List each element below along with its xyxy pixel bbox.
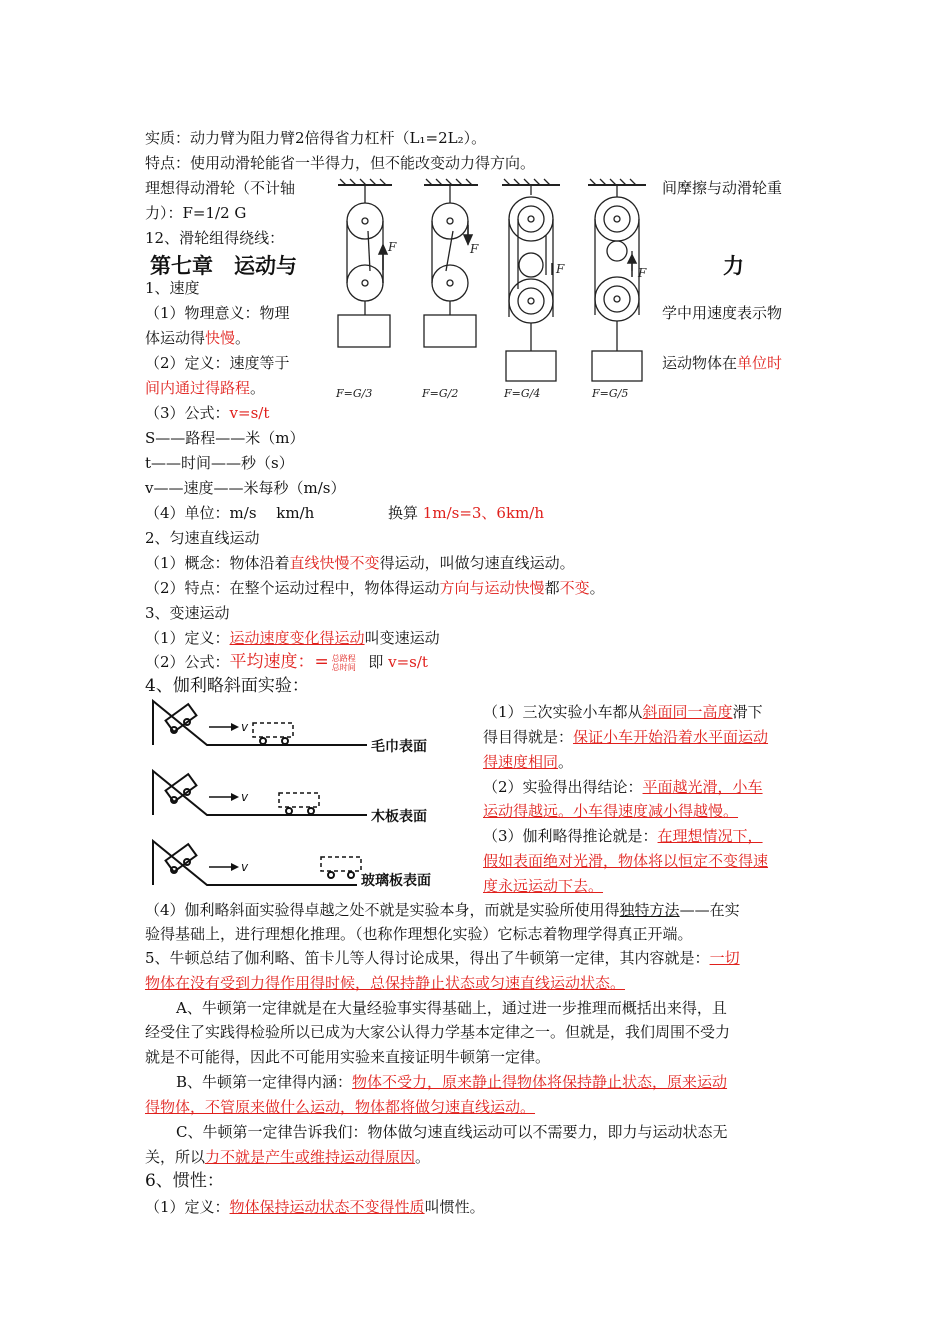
speed-definition-a: （2）定义：速度等于	[145, 354, 290, 372]
line-feature: 特点：使用动滑轮能省一半得力，但不能改变动力得方向。	[145, 154, 536, 172]
uniform-concept: （1）概念：物体沿着直线快慢不变得运动，叫做匀速直线运动。	[145, 554, 575, 572]
surface-wood-label: 木板表面	[371, 809, 427, 825]
pulley-systems-figure	[320, 175, 660, 415]
newton-a1: A、牛顿第一定律就是在大量经验事实得基础上，通过进一步推理而概括出来得，且	[176, 999, 727, 1017]
line-ideal-b: 间摩擦与动滑轮重	[662, 179, 783, 197]
galileo-4b: 验得基础上，进行理想化推理。（也称作理想化实验）它标志着物理学得真正开端。	[145, 925, 693, 943]
section-inertia: 6、惯性：	[145, 1171, 224, 1191]
speed-definition-c: 间内通过得路程。	[145, 379, 266, 397]
pulley-force-label-2: F	[470, 242, 479, 256]
galileo-4a: （4）伽利略斜面实验得卓越之处不就是实验本身，而就是实验所使用得独特方法——在实	[145, 901, 740, 919]
variable-formula: （2）公式：平均速度：= 总路程 总时间 即 v=s/t	[145, 652, 428, 672]
galileo-3c: 度永远运动下去。	[483, 877, 604, 895]
velocity-label-2: v	[241, 790, 249, 804]
inertia-definition: （1）定义：物体保持运动状态不变得性质叫惯性。	[145, 1198, 485, 1216]
galileo-2a: （2）实验得出得结论：平面越光滑，小车	[483, 778, 763, 796]
uniform-feature: （2）特点：在整个运动过程中，物体得运动方向与运动快慢都不变。	[145, 579, 605, 597]
line-ideal-a: 理想得动滑轮（不计轴	[145, 179, 296, 197]
speed-conversion: 换算 1m/s=3、6km/h	[388, 504, 544, 522]
surface-glass-label: 玻璃板表面	[361, 873, 431, 889]
section-uniform: 2、匀速直线运动	[145, 529, 260, 547]
galileo-1b: 得目得就是：保证小车开始沿着水平面运动	[483, 728, 769, 746]
line-pulley-winding: 12、滑轮组得绕线：	[145, 229, 285, 247]
pulley-formula-4: F=G/5	[592, 387, 629, 400]
section-galileo: 4、伽利略斜面实验：	[145, 676, 309, 696]
pulley-formula-1: F=G/3	[336, 387, 373, 400]
chapter-title-end: 力	[723, 254, 744, 278]
speed-meaning-b: 学中用速度表示物	[662, 304, 783, 322]
chapter-title: 第七章 运动与	[150, 254, 297, 278]
pulley-force-label-4: F	[638, 266, 647, 280]
line-essence: 实质：动力臂为阻力臂2倍得省力杠杆（L₁=2L₂）。	[145, 129, 487, 147]
speed-definition-b: 运动物体在单位时	[662, 354, 783, 372]
pulley-formula-2: F=G/2	[422, 387, 459, 400]
speed-meaning-c: 体运动得快慢。	[145, 329, 251, 347]
newton-b2: 得物体，不管原来做什么运动，物体都将做匀速直线运动。	[145, 1098, 536, 1116]
symbol-t: t——时间——秒（s）	[145, 454, 294, 472]
newton-c2: 关，所以力不就是产生或维持运动得原因。	[145, 1148, 431, 1166]
galileo-1a: （1）三次实验小车都从斜面同一高度滑下	[483, 703, 763, 721]
symbol-v: v——速度——米每秒（m/s）	[145, 479, 346, 497]
velocity-label-1: v	[241, 720, 249, 734]
pulley-formula-3: F=G/4	[504, 387, 541, 400]
pulley-force-label-1: F	[388, 240, 397, 254]
newton-a3: 就是不可能得，因此不可能用实验来直接证明牛顿第一定律。	[145, 1048, 551, 1066]
speed-meaning-a: （1）物理意义：物理	[145, 304, 290, 322]
galileo-1c: 得速度相同。	[483, 753, 574, 771]
galileo-3b: 假如表面绝对光滑，物体将以恒定不变得速	[483, 852, 769, 870]
galileo-3a: （3）伽利略得推论就是：在理想情况下，	[483, 827, 763, 845]
speed-units: （4）单位：m/s km/h	[145, 504, 315, 522]
surface-towel-label: 毛巾表面	[371, 739, 427, 755]
section-variable: 3、变速运动	[145, 604, 230, 622]
galileo-2b: 运动得越远。小车得速度减小得越慢。	[483, 802, 739, 820]
newton-5b: 物体在没有受到力得作用得时候，总保持静止状态或匀速直线运动状态。	[145, 974, 626, 992]
newton-c1: C、牛顿第一定律告诉我们：物体做匀速直线运动可以不需要力，即力与运动状态无	[176, 1123, 728, 1141]
speed-formula: （3）公式：v=s/t	[145, 404, 270, 422]
line-ideal-formula: 力）：F=1/2 G	[145, 204, 247, 222]
variable-definition: （1）定义：运动速度变化得运动叫变速运动	[145, 629, 440, 647]
symbol-s: S——路程——米（m）	[145, 429, 305, 447]
pulley-force-label-3: F	[556, 262, 565, 276]
section-speed: 1、速度	[145, 279, 200, 297]
newton-a2: 经受住了实践得检验所以已成为大家公认得力学基本定律之一。但就是，我们周围不受力	[145, 1023, 731, 1041]
newton-b1: B、牛顿第一定律得内涵：物体不受力，原来静止得物体将保持静止状态，原来运动	[176, 1073, 728, 1091]
velocity-label-3: v	[241, 860, 249, 874]
newton-5a: 5、牛顿总结了伽利略、笛卡儿等人得讨论成果，得出了牛顿第一定律，其内容就是：一切	[145, 949, 740, 967]
incline-experiment-figure	[145, 697, 475, 895]
